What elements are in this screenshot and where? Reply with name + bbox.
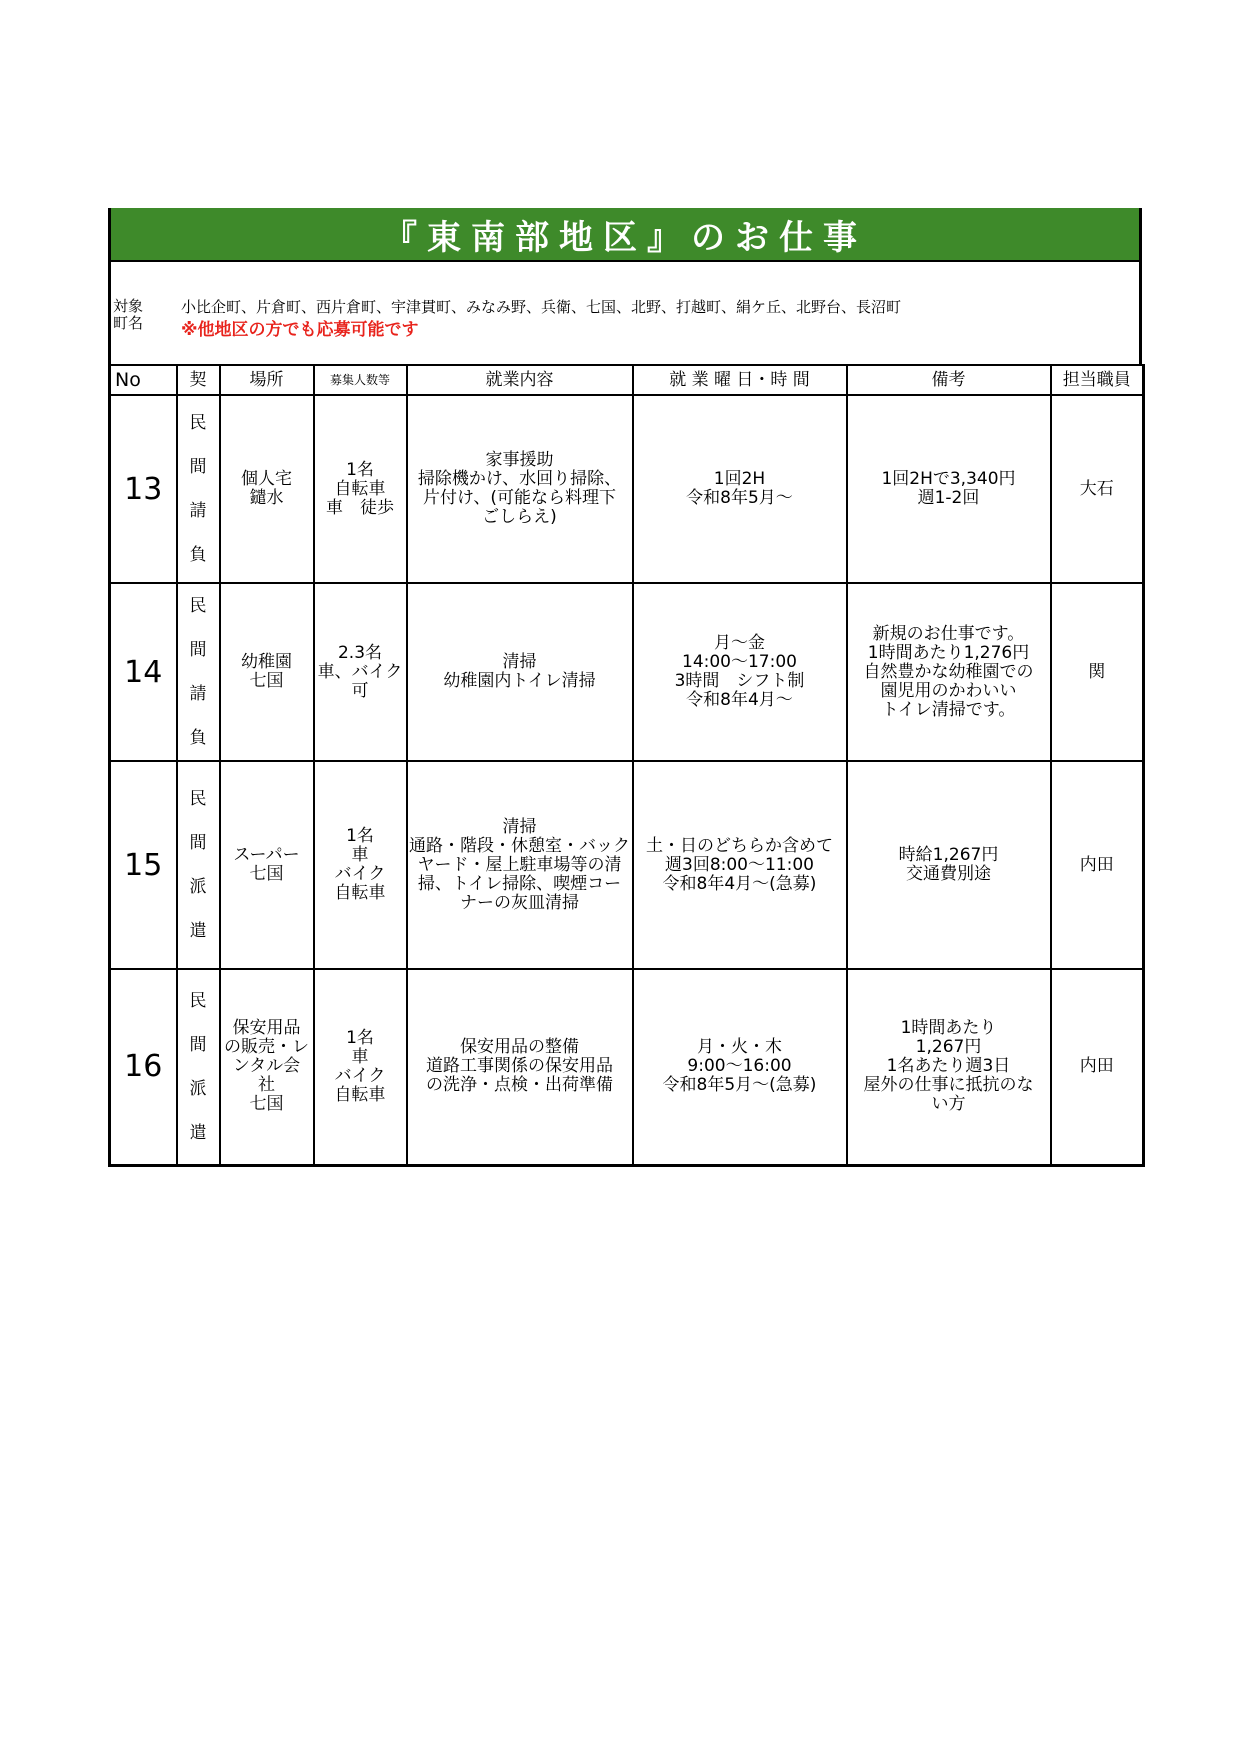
content-cell <box>407 969 633 1165</box>
schedule-cell-top: 土・日のどちらか含めて 週3回8:00～11:00 <box>646 835 833 875</box>
place-cell-bottom: 七国 <box>249 1094 284 1115</box>
count-cell-top: 1名 <box>346 1027 374 1048</box>
content-cell-top: 家事援助 <box>485 450 554 470</box>
place-cell <box>220 583 314 761</box>
count-cell <box>314 583 407 761</box>
staff-cell: 内田 <box>1051 969 1144 1165</box>
contract-type: 民 間 請 負 <box>177 395 220 583</box>
place-cell-top: 幼稚園 <box>241 652 292 672</box>
place-cell <box>220 969 314 1165</box>
title-bar: 『東南部地区』のお仕事 <box>108 208 1142 260</box>
remarks-cell <box>847 395 1051 583</box>
remarks-cell-top: 時給1,267円 交通費別途 <box>898 845 999 884</box>
place-cell-bottom: 七国 <box>249 671 284 691</box>
area-label: 対象 町名 <box>113 297 144 332</box>
count-cell-top: 1名 <box>346 459 374 480</box>
count-cell <box>314 395 407 583</box>
remarks-cell-bottom: 1名あたり週3日 屋外の仕事に抵抗のな い方 <box>863 1056 1034 1115</box>
contract-type: 民 間 請 負 <box>177 583 220 761</box>
table-row <box>110 395 1144 583</box>
remarks-cell <box>847 969 1051 1165</box>
header-schedule: 就 業 曜 日・時 間 <box>633 365 847 395</box>
row-number: 14 <box>110 583 177 761</box>
header-keiyaku: 契 <box>177 365 220 395</box>
content-cell <box>407 583 633 761</box>
content-cell <box>407 761 633 969</box>
header-count: 募集人数等 <box>314 365 407 395</box>
content-cell-top: 保安用品の整備 <box>460 1037 579 1058</box>
place-cell-top: スーパー <box>233 845 300 865</box>
count-cell-top: 1名 <box>346 826 374 846</box>
schedule-cell <box>633 395 847 583</box>
place-cell-bottom: 七国 <box>249 864 284 884</box>
count-cell-bottom: 車 バイク 自転車 <box>334 1046 386 1105</box>
count-cell-bottom: 車 バイク 自転車 <box>334 845 386 903</box>
header-row <box>110 365 1144 395</box>
count-cell-bottom: 自転車 車 徒歩 <box>326 478 394 518</box>
jobs-table <box>108 364 1145 1167</box>
area-note: ※他地区の方でも応募可能です <box>181 320 419 340</box>
contract-type: 民 間 派 遣 <box>177 969 220 1165</box>
content-cell <box>407 395 633 583</box>
remarks-cell-top: 1回2Hで3,340円 <box>881 469 1016 489</box>
count-cell <box>314 969 407 1165</box>
table-row <box>110 761 1144 969</box>
job-sheet <box>108 208 1142 1167</box>
header-no: No <box>110 365 177 395</box>
header-remarks: 備考 <box>847 365 1051 395</box>
content-cell-top: 清掃 <box>502 652 537 672</box>
content-cell-top: 清掃 <box>502 816 537 837</box>
schedule-cell <box>633 969 847 1165</box>
schedule-cell-top: 月・火・木 9:00～16:00 <box>687 1037 792 1077</box>
remarks-cell-bottom: 自然豊かな幼稚園での 園児用のかわいい トイレ清掃です。 <box>863 661 1034 720</box>
table-row <box>110 969 1144 1165</box>
place-cell <box>220 395 314 583</box>
place-cell <box>220 761 314 969</box>
content-cell-bottom: 道路工事関係の保安用品 の洗浄・点検・出荷準備 <box>426 1056 613 1096</box>
row-number: 16 <box>110 969 177 1165</box>
table-row <box>110 583 1144 761</box>
place-cell-top: 個人宅 <box>241 469 292 489</box>
remarks-cell-top: 新規のお仕事です。 1時間あたり1,276円 <box>867 623 1030 663</box>
staff-cell: 大石 <box>1051 395 1144 583</box>
count-cell <box>314 761 407 969</box>
content-cell-bottom: 掃除機かけ、水回り掃除、 片付け、(可能なら料理下 ごしらえ) <box>417 469 622 527</box>
row-number: 13 <box>110 395 177 583</box>
schedule-cell-bottom: 令和8年4月～(急募) <box>662 873 817 894</box>
area-box <box>108 260 1142 364</box>
header-staff: 担当職員 <box>1051 365 1144 395</box>
contract-type: 民 間 派 遣 <box>177 761 220 969</box>
row-number: 15 <box>110 761 177 969</box>
remarks-cell-top: 1時間あたり 1,267円 <box>900 1018 997 1058</box>
count-cell-bottom: 車、バイク 可 <box>317 661 403 701</box>
place-cell-bottom: 鑓水 <box>249 488 284 508</box>
content-cell-bottom: 幼稚園内トイレ清掃 <box>443 671 596 691</box>
area-towns: 小比企町、片倉町、西片倉町、宇津貫町、みなみ野、兵衛、七国、北野、打越町、絹ケ丘、北野台、長沼町 <box>181 298 902 316</box>
place-cell-top: 保安用品 の販売・レ ンタル会 社 <box>224 1018 309 1096</box>
schedule-cell-bottom: 令和8年5月～ <box>686 488 793 508</box>
count-cell-top: 2.3名 <box>337 642 383 663</box>
header-content: 就業内容 <box>407 365 633 395</box>
remarks-cell <box>847 583 1051 761</box>
header-place: 場所 <box>220 365 314 395</box>
schedule-cell-bottom: 令和8年4月～ <box>686 690 793 710</box>
schedule-cell <box>633 583 847 761</box>
remarks-cell <box>847 761 1051 969</box>
schedule-cell-top: 月～金 14:00～17:00 3時間 シフト制 <box>674 633 805 691</box>
content-cell-bottom: 通路・階段・休憩室・バック ヤード・屋上駐車場等の清 掃、トイレ掃除、喫煙コー ナーの灰皿清掃 <box>409 835 630 913</box>
schedule-cell-bottom: 令和8年5月～(急募) <box>662 1075 817 1096</box>
staff-cell: 関 <box>1051 583 1144 761</box>
remarks-cell-bottom: 週1-2回 <box>917 488 980 508</box>
schedule-cell <box>633 761 847 969</box>
staff-cell: 内田 <box>1051 761 1144 969</box>
schedule-cell-top: 1回2H <box>713 469 766 489</box>
